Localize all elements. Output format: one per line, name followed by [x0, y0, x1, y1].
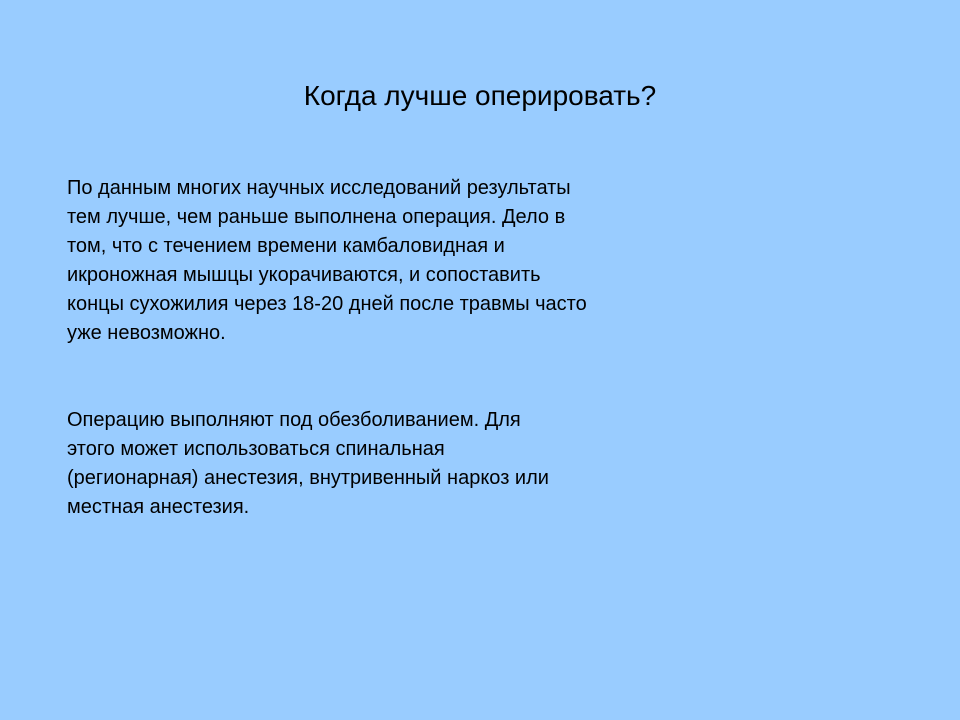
paragraph-line: По данным многих научных исследований результаты [67, 177, 571, 199]
slide-title: Когда лучше оперировать? [303, 80, 657, 111]
paragraph-line: Операцию выполняют под обезболиванием. Для [67, 409, 521, 431]
paragraph-line: этого может использоваться спинальная [67, 438, 445, 460]
paragraph-anesthesia [67, 406, 549, 522]
paragraph-line: уже невозможно. [67, 322, 226, 344]
paragraph-line: том, что с течением времени камбаловидная и [67, 235, 505, 257]
paragraph-line: икроножная мышцы укорачиваются, и сопоставить [67, 264, 541, 286]
paragraph-line: концы сухожилия через 18-20 дней после травмы часто [67, 293, 587, 315]
paragraph-line: местная анестезия. [67, 496, 250, 518]
paragraph-line: (регионарная) анестезия, внутривенный наркоз или [67, 467, 549, 489]
paragraph-line: тем лучше, чем раньше выполнена операция. Дело в [67, 206, 566, 228]
paragraph-timing [67, 174, 587, 348]
